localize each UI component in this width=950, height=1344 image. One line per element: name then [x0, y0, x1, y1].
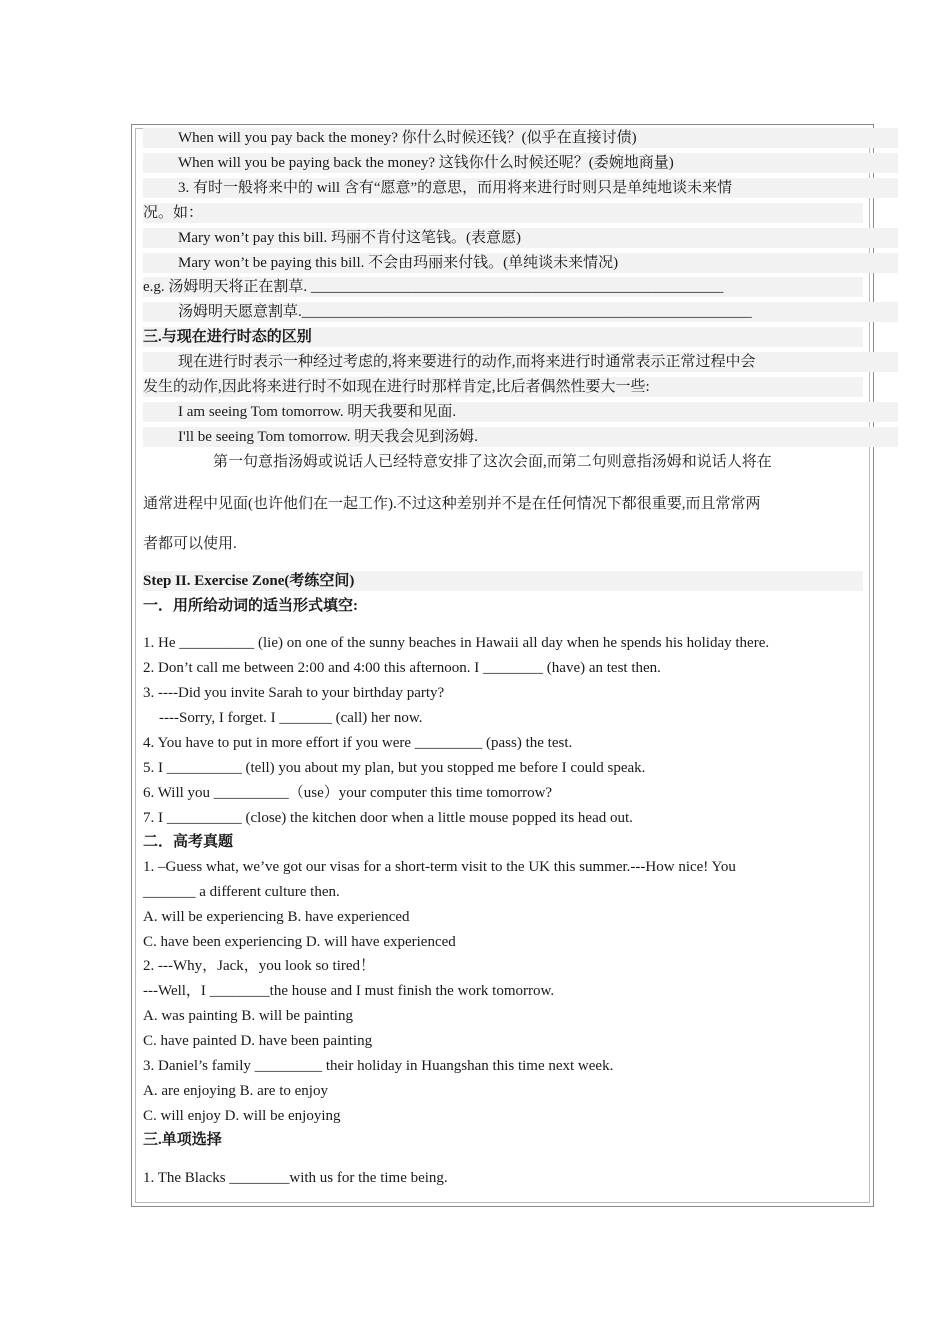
exercise-item: 7. I __________ (close) the kitchen door when a little mouse popped its head out. — [143, 810, 633, 826]
text-line: Mary won’t be paying this bill. 不会由玛丽来付钱。(单纯谈未来情况) — [143, 253, 898, 273]
question-line: 1. –Guess what, we’ve got our visas for a short-term visit to the UK this summer.---How nice! You — [143, 859, 736, 875]
text-line: When will you be paying back the money? 这钱你什么时候还呢？(委婉地商量) — [143, 153, 898, 173]
exercise-item: 3. ----Did you invite Sarah to your birthday party? — [143, 685, 445, 701]
text-line: 发生的动作,因此将来进行时不如现在进行时那样肯定,比后者偶然性要大一些: — [143, 377, 863, 397]
answer-options: A. are enjoying B. are to enjoy — [143, 1083, 328, 1099]
text-line: 第一句意指汤姆或说话人已经特意安排了这次会面,而第二句则意指汤姆和说话人将在 — [213, 454, 772, 470]
text-line: I'll be seeing Tom tomorrow. 明天我会见到汤姆. — [143, 427, 898, 447]
answer-options: C. have been experiencing D. will have experienced — [143, 934, 456, 950]
question-line: 2. ---Why，Jack，you look so tired！ — [143, 958, 376, 974]
section-heading: 三.单项选择 — [143, 1132, 222, 1148]
example-line: e.g. 汤姆明天将正在割草. _______________________________________________________ — [143, 277, 863, 297]
text-line: 通常进程中见面(也许他们在一起工作).不过这种差别并不是在任何情况下都很重要,而且常常两 — [143, 496, 761, 512]
answer-options: C. will enjoy D. will be enjoying — [143, 1108, 341, 1124]
exercise-item: 5. I __________ (tell) you about my plan, but you stopped me before I could speak. — [143, 760, 646, 776]
text-line: When will you pay back the money? 你什么时候还钱？(似乎在直接讨债) — [143, 128, 898, 148]
step-heading: Step II. Exercise Zone(考练空间) — [143, 571, 863, 591]
exercise-item: 2. Don’t call me between 2:00 and 4:00 this afternoon. I ________ (have) an test then. — [143, 660, 661, 676]
answer-options: A. was painting B. will be painting — [143, 1008, 353, 1024]
exercise-item: 1. He __________ (lie) on one of the sunny beaches in Hawaii all day when he spends his holiday there. — [143, 635, 770, 651]
text-line: 3. 有时一般将来中的 will 含有“愿意”的意思，而用将来进行时则只是单纯地谈未来情 — [143, 178, 898, 198]
answer-options: C. have painted D. have been painting — [143, 1033, 373, 1049]
answer-options: A. will be experiencing B. have experienced — [143, 909, 410, 925]
section-heading: 二．高考真题 — [143, 834, 234, 850]
question-line: 3. Daniel’s family _________ their holiday in Huangshan this time next week. — [143, 1058, 614, 1074]
section-heading: 一．用所给动词的适当形式填空: — [143, 598, 358, 614]
question-line: ---Well，I ________the house and I must finish the work tomorrow. — [143, 983, 555, 999]
exercise-item: ----Sorry, I forget. I _______ (call) her now. — [159, 710, 423, 726]
exercise-item: 6. Will you __________（use）your computer this time tomorrow? — [143, 785, 553, 801]
text-line: 现在进行时表示一种经过考虑的,将来要进行的动作,而将来进行时通常表示正常过程中会 — [143, 352, 898, 372]
question-line: 1. The Blacks ________with us for the time being. — [143, 1170, 448, 1186]
text-line: Mary won’t pay this bill. 玛丽不肯付这笔钱。(表意愿) — [143, 228, 898, 248]
text-line: 况。如： — [143, 203, 863, 223]
exercise-item: 4. You have to put in more effort if you were _________ (pass) the test. — [143, 735, 573, 751]
question-line: _______ a different culture then. — [143, 884, 340, 900]
text-line: I am seeing Tom tomorrow. 明天我要和见面. — [143, 402, 898, 422]
text-line: 者都可以使用. — [143, 536, 237, 552]
example-line: 汤姆明天愿意割草.____________________________________________________________ — [143, 302, 898, 322]
section-heading: 三.与现在进行时态的区别 — [143, 327, 863, 347]
